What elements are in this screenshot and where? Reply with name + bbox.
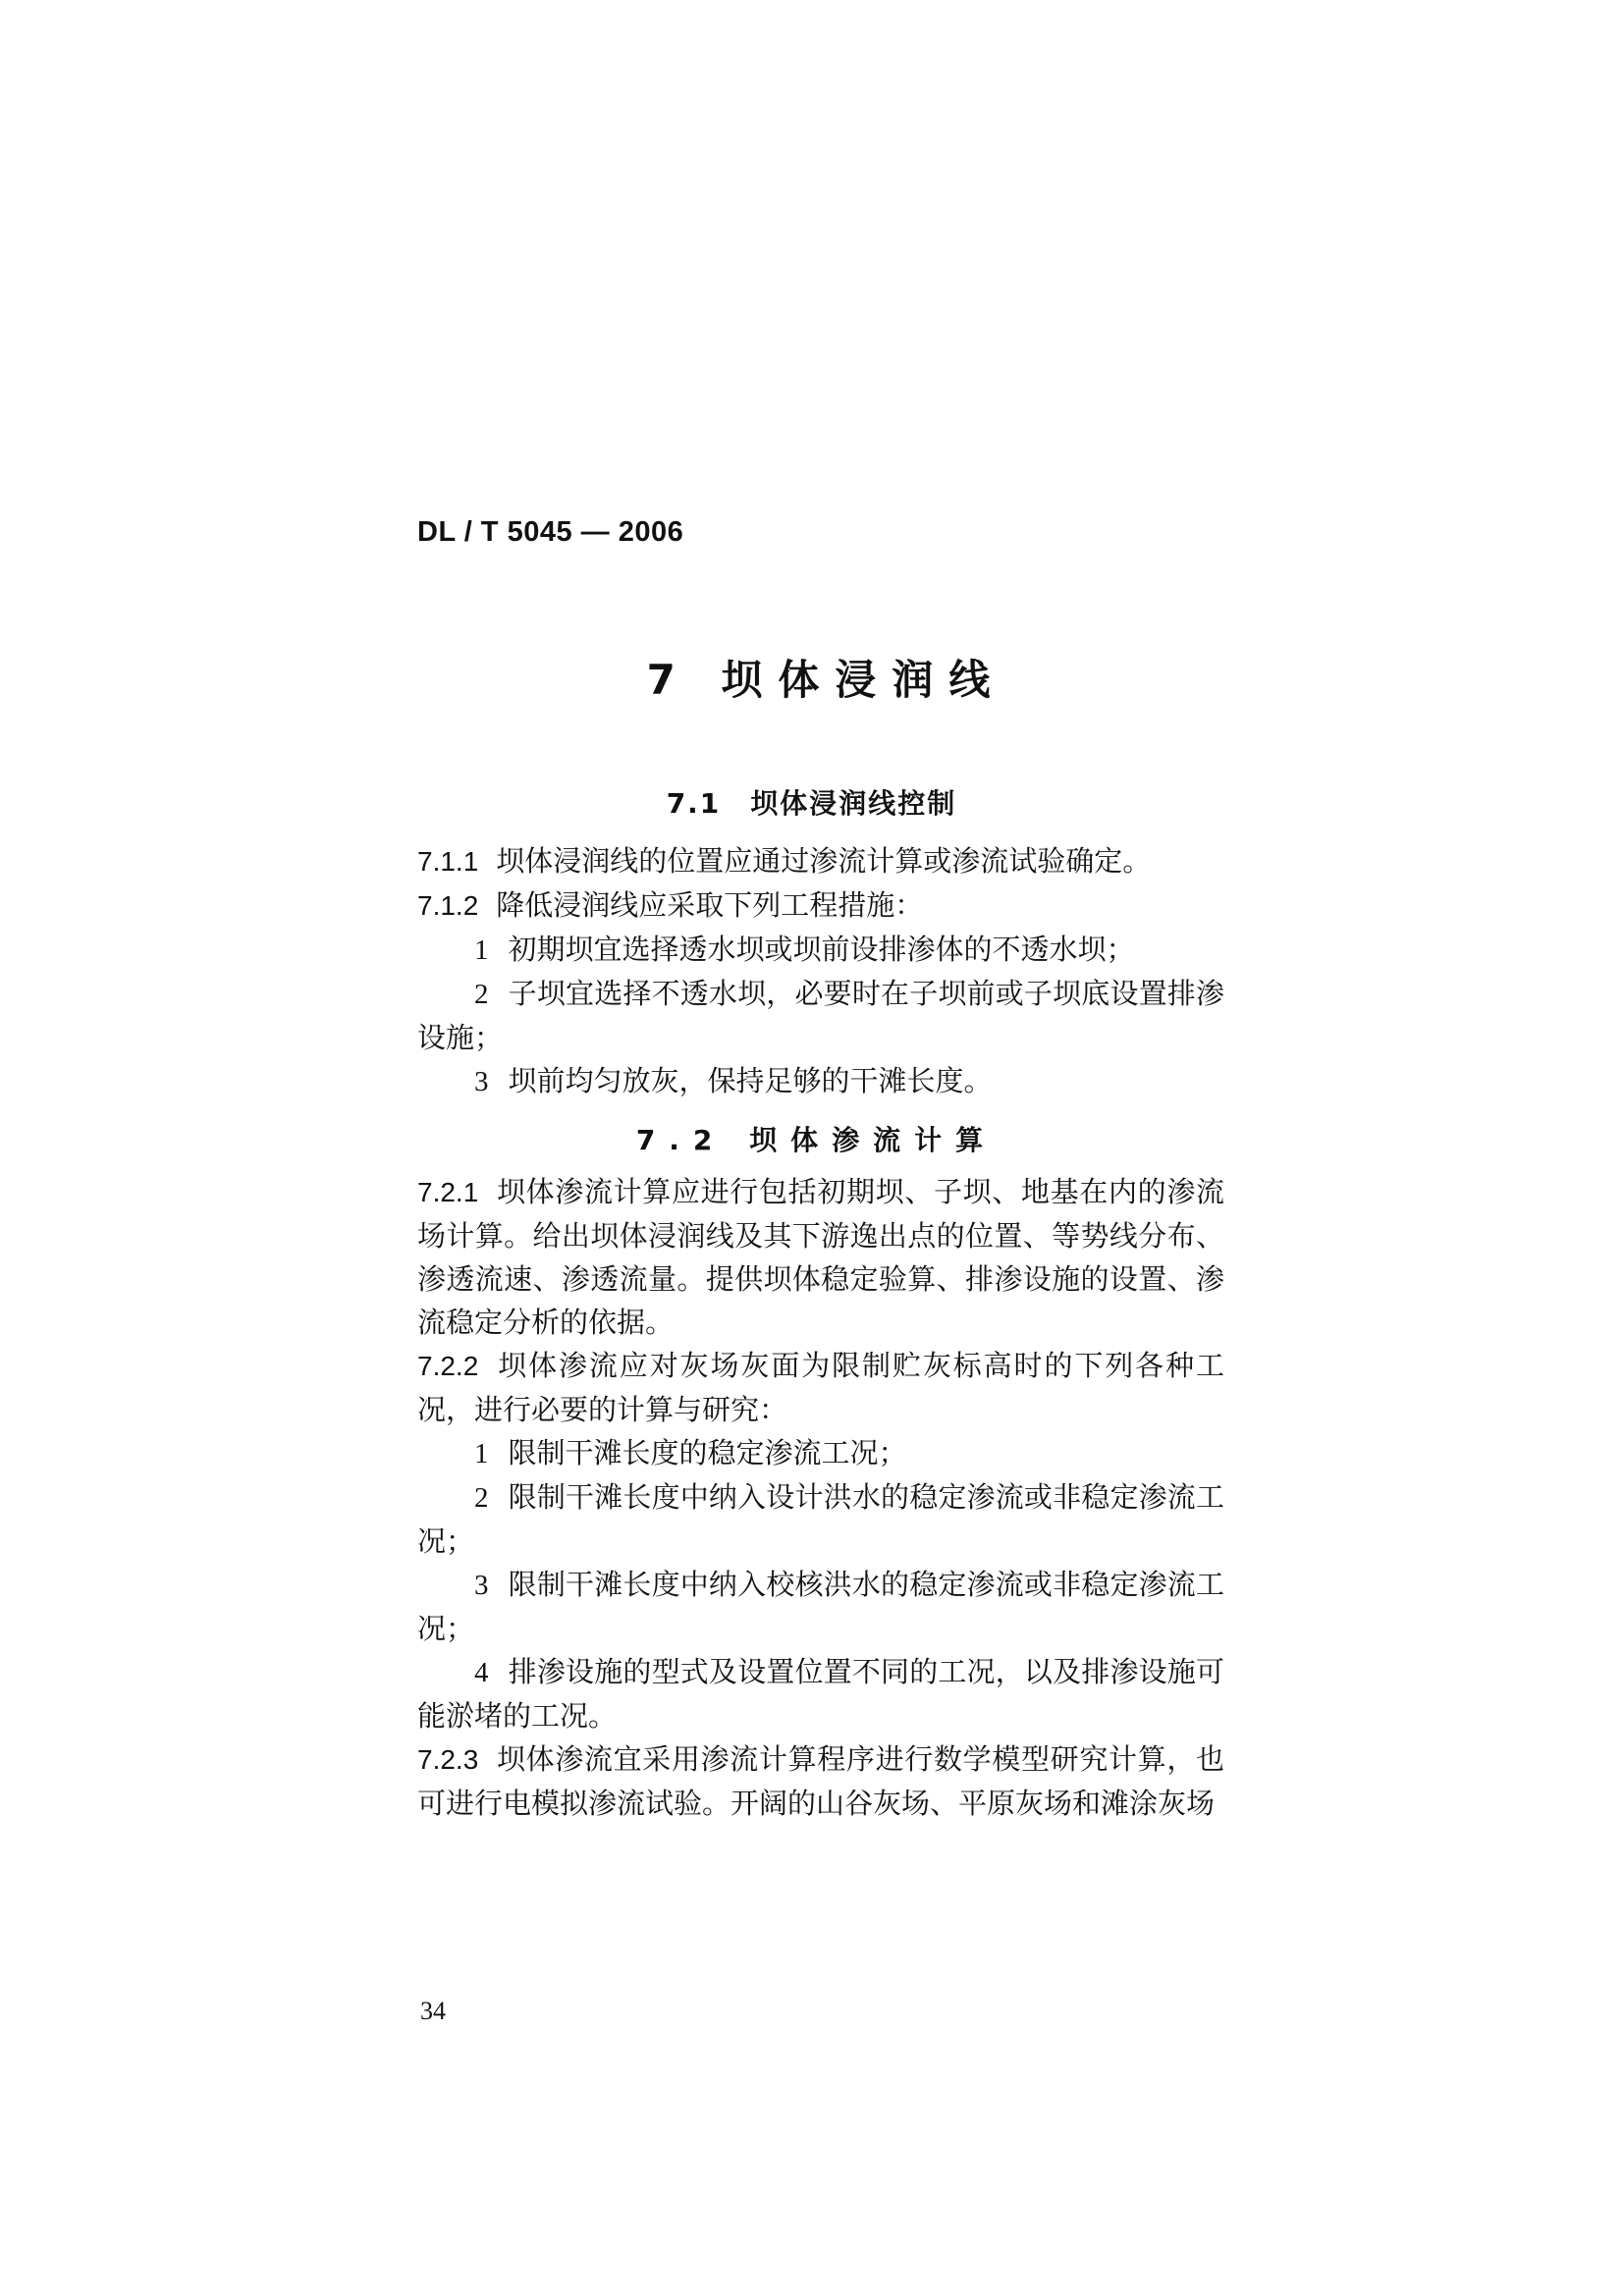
item-text: 限制干滩长度中纳入设计洪水的稳定渗流或非稳定渗流工况； — [417, 1480, 1224, 1558]
item-text: 子坝宜选择不透水坝，必要时在子坝前或子坝底设置排渗设施； — [417, 977, 1224, 1054]
chapter-title: 7 坝体浸润线 — [646, 656, 1006, 704]
clause-number: 7.1.2 — [417, 890, 479, 921]
item-text: 限制干滩长度中纳入校核洪水的稳定渗流或非稳定渗流工况； — [417, 1568, 1224, 1645]
item-text: 初期坝宜选择透水坝或坝前设排渗体的不透水坝； — [508, 933, 1135, 966]
clause-text: 坝体渗流宜采用渗流计算程序进行数学模型研究计算，也可进行电模拟渗流试验。开阔的山谷灰场、平原灰场和滩涂灰场 — [417, 1742, 1224, 1820]
clause-text: 坝体浸润线的位置应通过渗流计算或渗流试验确定。 — [496, 844, 1152, 878]
clause-7-2-2 — [417, 1344, 1224, 1431]
item-number: 3 — [474, 1066, 489, 1097]
list-item — [417, 1650, 1224, 1737]
list-item — [417, 928, 1224, 972]
item-number: 1 — [474, 1438, 489, 1469]
list-item — [417, 1431, 1224, 1475]
clause-text: 坝体渗流应对灰场灰面为限制贮灰标高时的下列各种工况，进行必要的计算与研究： — [417, 1349, 1224, 1426]
clause-text: 坝体渗流计算应进行包括初期坝、子坝、地基在内的渗流场计算。给出坝体浸润线及其下游逸出点的位置、等势线分布、渗透流速、渗透流量。提供坝体稳定验算、排渗设施的设置、渗流稳定分析的依据。 — [417, 1175, 1224, 1339]
section-title-7-1: 7.1 坝体浸润线控制 — [666, 787, 957, 820]
item-number: 1 — [474, 934, 489, 966]
clause-number: 7.1.1 — [417, 846, 479, 877]
list-item — [417, 1563, 1224, 1650]
item-number: 4 — [474, 1657, 489, 1688]
list-item — [417, 972, 1224, 1059]
item-text: 排渗设施的型式及设置位置不同的工况，以及排渗设施可能淤堵的工况。 — [417, 1655, 1224, 1733]
clause-text: 降低浸润线应采取下列工程措施： — [496, 888, 924, 922]
body-text — [417, 839, 1224, 1825]
item-number: 3 — [474, 1570, 489, 1601]
item-text: 坝前均匀放灰，保持足够的干滩长度。 — [508, 1064, 993, 1097]
clause-7-2-1 — [417, 1170, 1224, 1344]
list-item — [417, 1059, 1224, 1103]
clause-number: 7.2.3 — [417, 1744, 479, 1775]
clause-7-2-3 — [417, 1737, 1224, 1825]
list-item — [417, 1475, 1224, 1563]
item-number: 2 — [474, 979, 489, 1010]
item-text: 限制干滩长度的稳定渗流工况； — [508, 1436, 907, 1469]
section-title-7-2: 7.2 坝体渗流计算 — [635, 1124, 998, 1156]
clause-7-1-1 — [417, 839, 1224, 883]
clause-number: 7.2.2 — [417, 1351, 479, 1381]
clause-number: 7.2.1 — [417, 1177, 479, 1207]
item-number: 2 — [474, 1482, 489, 1514]
standard-code: DL / T 5045 — 2006 — [417, 516, 684, 548]
clause-7-1-2 — [417, 883, 1224, 928]
page-number: 34 — [420, 1997, 446, 2025]
